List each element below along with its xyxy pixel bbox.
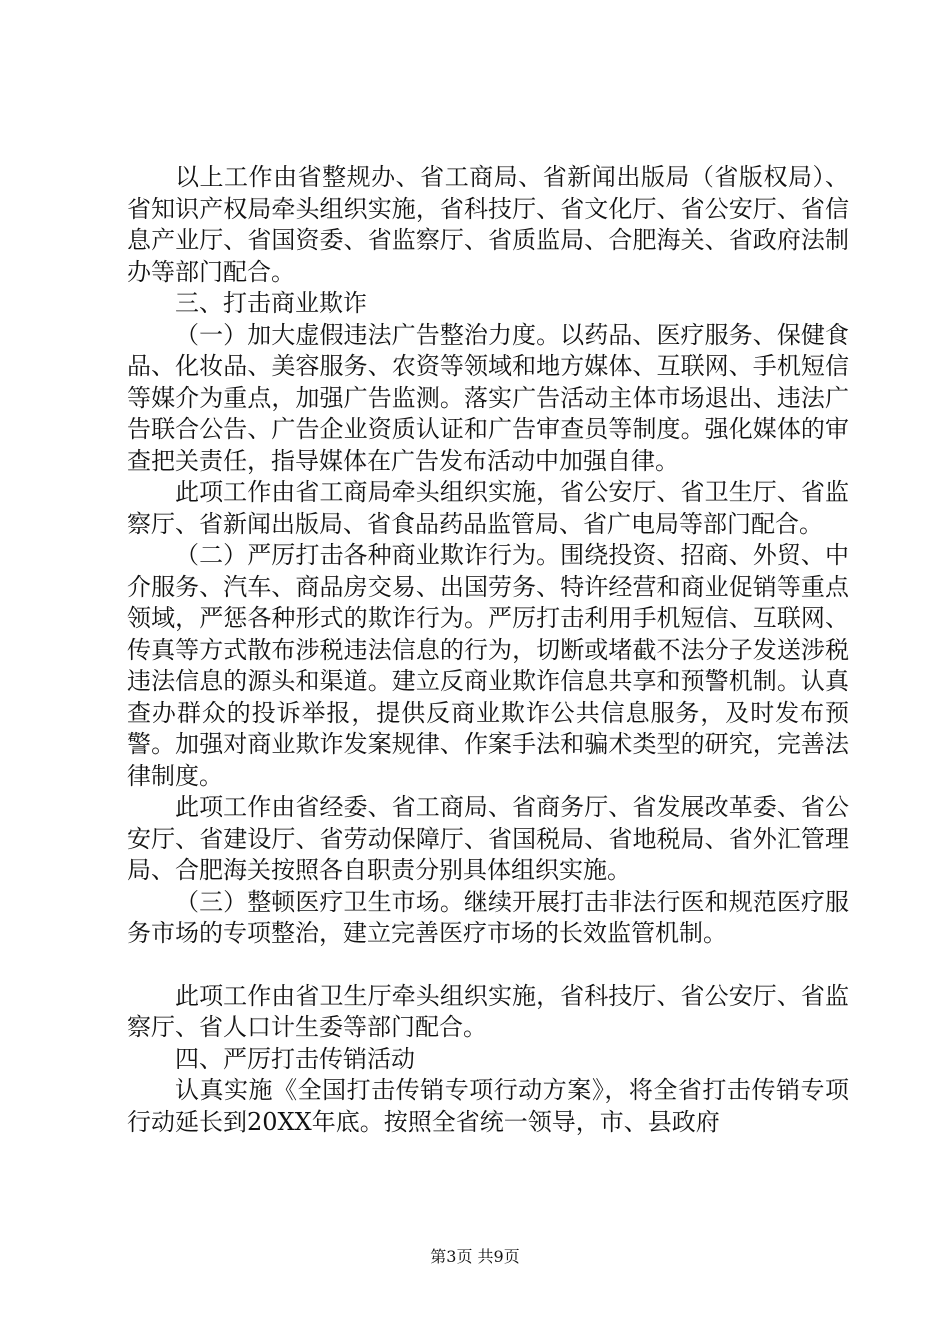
paragraph-departments-1: 以上工作由省整规办、省工商局、省新闻出版局（省版权局）、省知识产权局牵头组织实施，省科技厅、省文化厅、省公安厅、省信息产业厅、省国资委、省监察厅、省质监局、合肥海关、省政府法制办等部门配合。 bbox=[127, 163, 849, 286]
paragraph-departments-2: 此项工作由省工商局牵头组织实施，省公安厅、省卫生厅、省监察厅、省新闻出版局、省食品药品监管局、省广电局等部门配合。 bbox=[127, 478, 849, 538]
paragraph-item-4: 认真实施《全国打击传销专项行动方案》，将全省打击传销专项行动延长到20XX年底。按照全省统一领导，市、县政府 bbox=[127, 1076, 849, 1136]
paragraph-item-3: （三）整顿医疗卫生市场。继续开展打击非法行医和规范医疗服务市场的专项整治，建立完善医疗市场的长效监管机制。 bbox=[127, 887, 849, 947]
paragraph-item-2: （二）严厉打击各种商业欺诈行为。围绕投资、招商、外贸、中介服务、汽车、商品房交易、出国劳务、特许经营和商业促销等重点领域，严惩各种形式的欺诈行为。严厉打击利用手机短信、互联网、传真等方式散布涉税违法信息的行为，切断或堵截不法分子发送涉税违法信息的源头和渠道。建立反商业欺诈信息共享和预警机制。认真查办群众的投诉举报，提供反商业欺诈公共信息服务，及时发布预警。加强对商业欺诈发案规律、作案手法和骗术类型的研究，完善法律制度。 bbox=[127, 541, 849, 790]
section-heading-4: 四、严厉打击传销活动 bbox=[175, 1044, 415, 1073]
document-body bbox=[127, 162, 849, 1138]
paragraph-item-1: （一）加大虚假违法广告整治力度。以药品、医疗服务、保健食品、化妆品、美容服务、农资等领域和地方媒体、互联网、手机短信等媒介为重点，加强广告监测。落实广告活动主体市场退出、违法广告联合公告、广告企业资质认证和广告审查员等制度。强化媒体的审查把关责任，指导媒体在广告发布活动中加强自律。 bbox=[127, 320, 849, 475]
paragraph-departments-3: 此项工作由省经委、省工商局、省商务厅、省发展改革委、省公安厅、省建设厅、省劳动保障厅、省国税局、省地税局、省外汇管理局、合肥海关按照各自职责分别具体组织实施。 bbox=[127, 793, 849, 884]
section-heading-3: 三、打击商业欺诈 bbox=[175, 289, 367, 317]
paragraph-departments-4: 此项工作由省卫生厅牵头组织实施，省科技厅、省公安厅、省监察厅、省人口计生委等部门配合。 bbox=[127, 981, 849, 1041]
page-footer: 第3页 共9页 bbox=[430, 1247, 520, 1266]
